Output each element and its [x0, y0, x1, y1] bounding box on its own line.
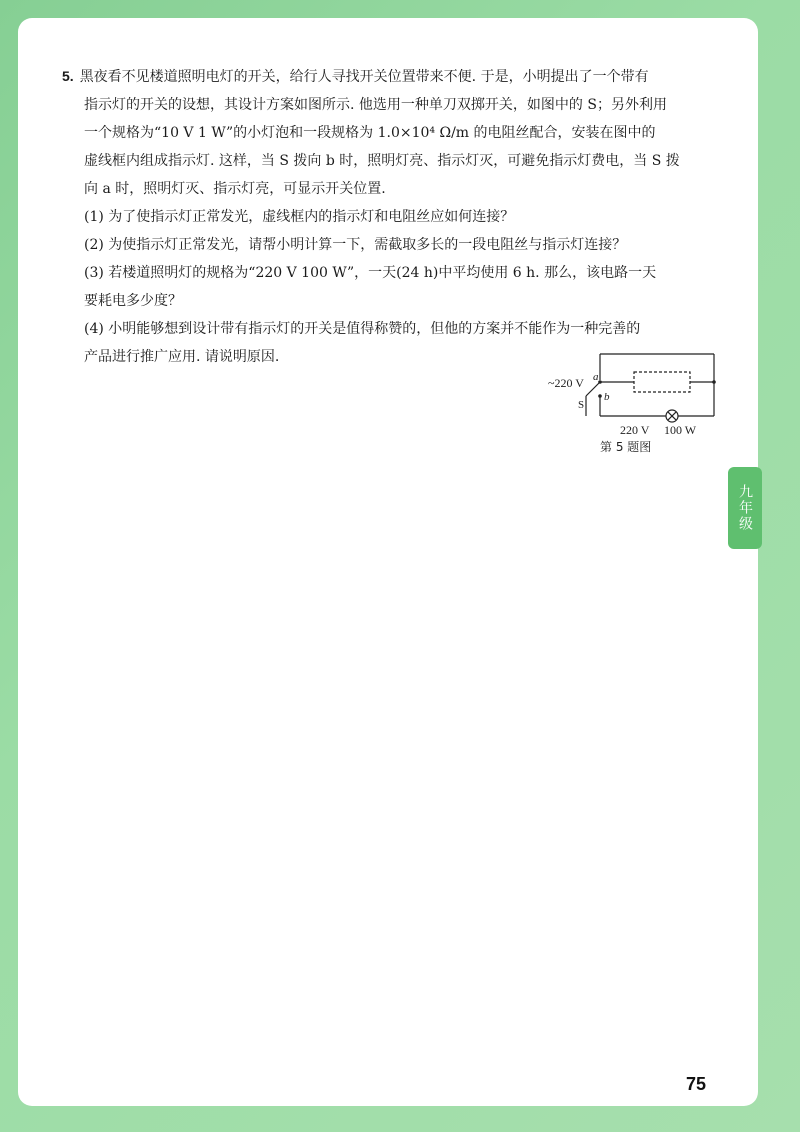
sub-question-4-cont: 产品进行推广应用. 请说明原因. [84, 349, 280, 365]
question-line: 虚线框内组成指示灯. 这样，当 S 拨向 b 时，照明灯亮、指示灯灭，可避免指示灯费电，当 S 拨 [84, 153, 680, 169]
sub-question-1: (1) 为了使指示灯正常发光，虚线框内的指示灯和电阻丝应如何连接？ [84, 209, 515, 225]
lamp-voltage-label: 220 V [620, 423, 650, 437]
question-line: 向 a 时，照明灯灭、指示灯亮，可显示开关位置. [84, 181, 386, 197]
terminal-a-label: a [593, 371, 599, 383]
terminal-b-label: b [604, 391, 610, 403]
question-line: 一个规格为“10 V 1 W”的小灯泡和一段规格为 1.0×10⁴ Ω/m 的电阻丝配合，安装在图中的 [84, 125, 656, 141]
question-line: 指示灯的开关的设想，其设计方案如图所示. 他选用一种单刀双掷开关，如图中的 S；另外利用 [84, 97, 667, 113]
lamp-power-label: 100 W [664, 423, 697, 437]
question-5 [62, 62, 722, 371]
sub-question-3: (3) 若楼道照明灯的规格为“220 V 100 W”，一天(24 h)中平均使用 6 h. 那么，该电路一天 [84, 265, 657, 281]
figure-caption: 第 5 题图 [600, 440, 652, 454]
sub-question-3-cont: 要耗电多少度？ [84, 293, 182, 309]
sub-question-2: (2) 为使指示灯正常发光，请帮小明计算一下，需截取多长的一段电阻丝与指示灯连接？ [84, 237, 627, 253]
sub-question-4: (4) 小明能够想到设计带有指示灯的开关是值得称赞的，但他的方案并不能作为一种完善的 [84, 321, 641, 337]
grade-side-tab: 九年级 [728, 467, 762, 549]
circuit-diagram [548, 352, 724, 452]
page-number: 75 [686, 1074, 707, 1094]
question-line: 5. 黑夜看不见楼道照明电灯的开关，给行人寻找开关位置带来不便. 于是，小明提出了一个带有 [62, 68, 649, 85]
switch-label: S [578, 399, 585, 411]
question-number: 5. [62, 68, 74, 84]
source-label: ~220 V [548, 376, 584, 390]
